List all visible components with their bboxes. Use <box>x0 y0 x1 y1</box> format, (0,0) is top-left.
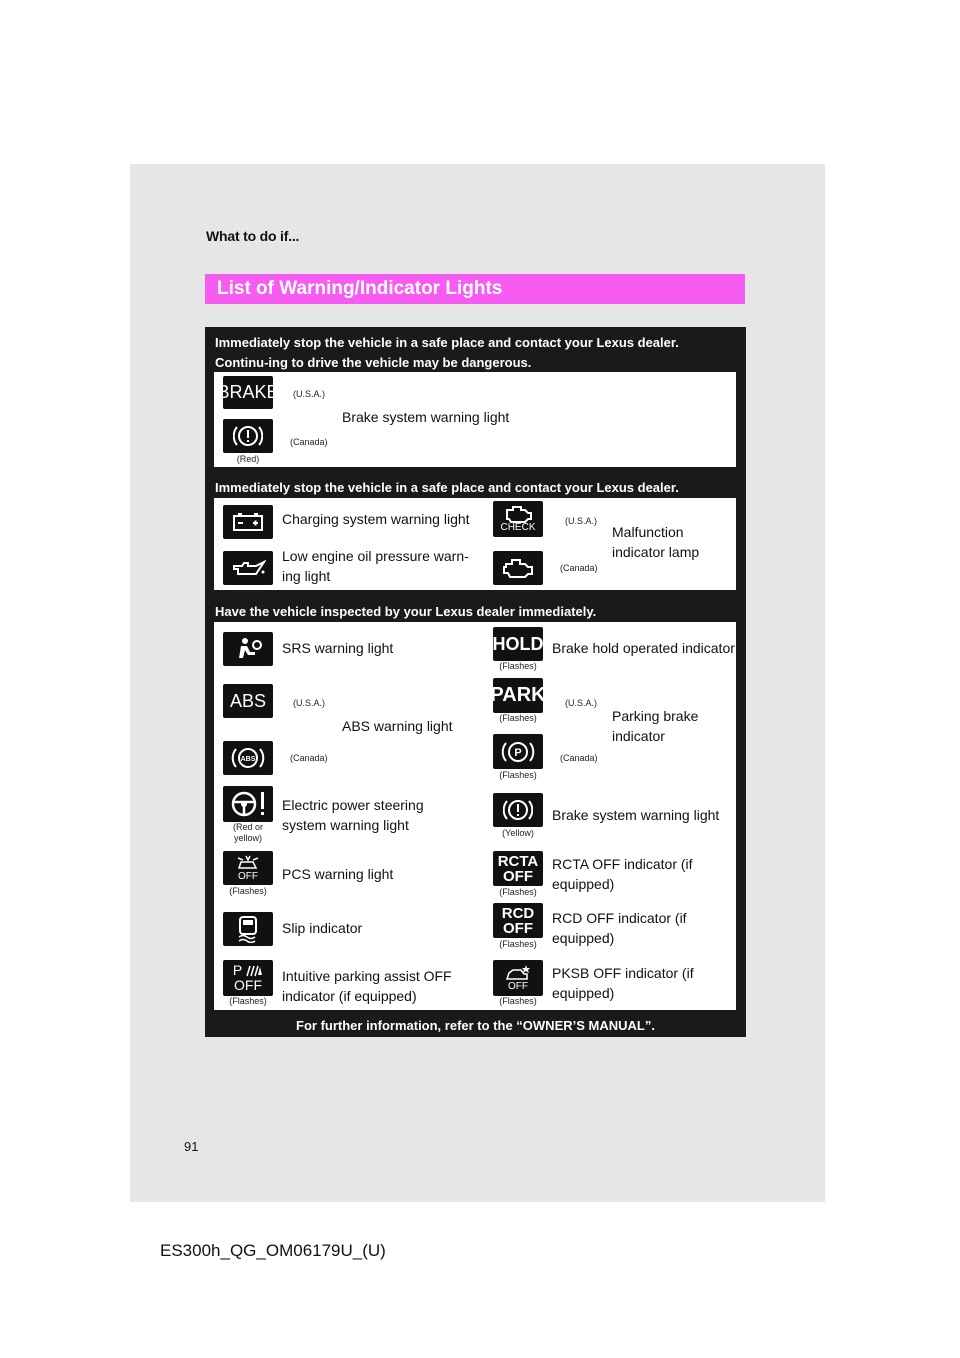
document-code: ES300h_QG_OM06179U_(U) <box>160 1241 386 1260</box>
svg-text:ABS: ABS <box>240 756 256 763</box>
rcd-text: RCD <box>501 904 535 922</box>
label-malfunction: Malfunction indicator lamp <box>612 524 700 560</box>
rcta-off-text-icon <box>493 851 543 886</box>
label-eps: Electric power steering system warning light <box>282 797 424 833</box>
caption-usa-abs: (U.S.A.) <box>293 698 326 708</box>
section-title-3: Have the vehicle inspected by your Lexus dealer immediately. <box>215 604 597 619</box>
slip-car-icon <box>223 912 273 946</box>
rcd-off-text: OFF <box>503 919 533 937</box>
label-brake-system-2: Brake system warning light <box>552 807 720 823</box>
rcta-text: RCTA <box>497 852 539 870</box>
park-text-icon: PARK <box>493 678 543 713</box>
pcs-off-text: OFF <box>238 871 258 882</box>
page-number: 91 <box>184 1139 199 1154</box>
caption-flashes-pcs: (Flashes) <box>229 886 267 896</box>
abs-circle-icon <box>223 741 273 775</box>
section-title-2: Immediately stop the vehicle in a safe place and contact your Lexus dealer. <box>215 480 679 495</box>
caption-flashes-park-2: (Flashes) <box>499 770 537 780</box>
caption-usa-2: (U.S.A.) <box>565 516 598 526</box>
parking-assist-off-icon <box>223 960 273 996</box>
label-srs: SRS warning light <box>282 640 394 656</box>
pksb-off-text: OFF <box>508 981 528 992</box>
caption-canada-2: (Canada) <box>560 563 598 573</box>
caption-red: (Red) <box>236 454 260 464</box>
caption-canada: (Canada) <box>290 437 328 447</box>
label-oil-pressure: Low engine oil pressure warn-ing light <box>282 548 469 584</box>
caption-flashes-ipa: (Flashes) <box>229 996 267 1006</box>
label-ipa-off: Intuitive parking assist OFF indicator (if equipped) <box>282 968 452 1004</box>
label-brake-system: Brake system warning light <box>342 409 510 425</box>
caption-flashes-pksb: (Flashes) <box>499 996 537 1006</box>
label-charging: Charging system warning light <box>282 511 470 527</box>
label-pcs: PCS warning light <box>282 866 394 882</box>
airbag-person-icon <box>223 632 273 666</box>
rcd-off-text-icon <box>493 903 543 938</box>
label-rcta-off: RCTA OFF indicator (if equipped) <box>552 856 693 892</box>
engine-icon <box>493 551 543 585</box>
ipa-off-text: OFF <box>234 977 262 993</box>
brake-text-icon: BRAKE <box>223 376 273 409</box>
caption-flashes-rcd: (Flashes) <box>499 939 537 949</box>
label-brake-hold: Brake hold operated indicator <box>552 640 735 656</box>
caption-usa-park: (U.S.A.) <box>565 698 598 708</box>
abs-text-icon: ABS <box>223 684 273 718</box>
label-rcd-off: RCD OFF indicator (if equipped) <box>552 910 687 946</box>
caption-red-or-yellow: (Red or yellow) <box>232 822 263 843</box>
pcs-off-icon <box>223 851 273 885</box>
section-title-1: Immediately stop the vehicle in a safe place and contact your Lexus dealer. Continu-ing to drive the vehicle may be dangerous. <box>215 335 679 370</box>
check-engine-text-icon <box>493 501 543 537</box>
steering-wheel-icon <box>223 786 273 822</box>
exclamation-circle-icon <box>223 419 273 453</box>
battery-icon <box>223 505 273 539</box>
caption-usa: (U.S.A.) <box>293 389 326 399</box>
rcta-off-text: OFF <box>503 867 533 885</box>
oil-can-icon <box>223 551 273 585</box>
label-parking-brake: Parking brake indicator <box>612 708 699 744</box>
section-banner: List of Warning/Indicator Lights <box>205 274 745 304</box>
label-abs: ABS warning light <box>342 718 453 734</box>
pksb-off-icon <box>493 960 543 996</box>
exclamation-circle-yellow-icon <box>493 793 543 827</box>
caption-flashes-hold: (Flashes) <box>499 661 537 671</box>
page-header: What to do if... <box>206 228 300 244</box>
check-text: CHECK <box>500 522 536 533</box>
caption-canada-abs: (Canada) <box>290 753 328 763</box>
label-slip: Slip indicator <box>282 920 363 936</box>
label-pksb-off: PKSB OFF indicator (if equipped) <box>552 965 694 1001</box>
footer-note: For further information, refer to the “OWNER’S MANUAL”. <box>296 1018 655 1033</box>
caption-flashes-park: (Flashes) <box>499 713 537 723</box>
hold-text-icon: HOLD <box>493 627 543 661</box>
caption-flashes-rcta: (Flashes) <box>499 887 537 897</box>
parking-circle-icon <box>493 734 543 769</box>
svg-text:P: P <box>514 746 522 759</box>
caption-canada-park: (Canada) <box>560 753 598 763</box>
ipa-p-text: P <box>232 962 243 978</box>
caption-yellow: (Yellow) <box>502 828 534 838</box>
